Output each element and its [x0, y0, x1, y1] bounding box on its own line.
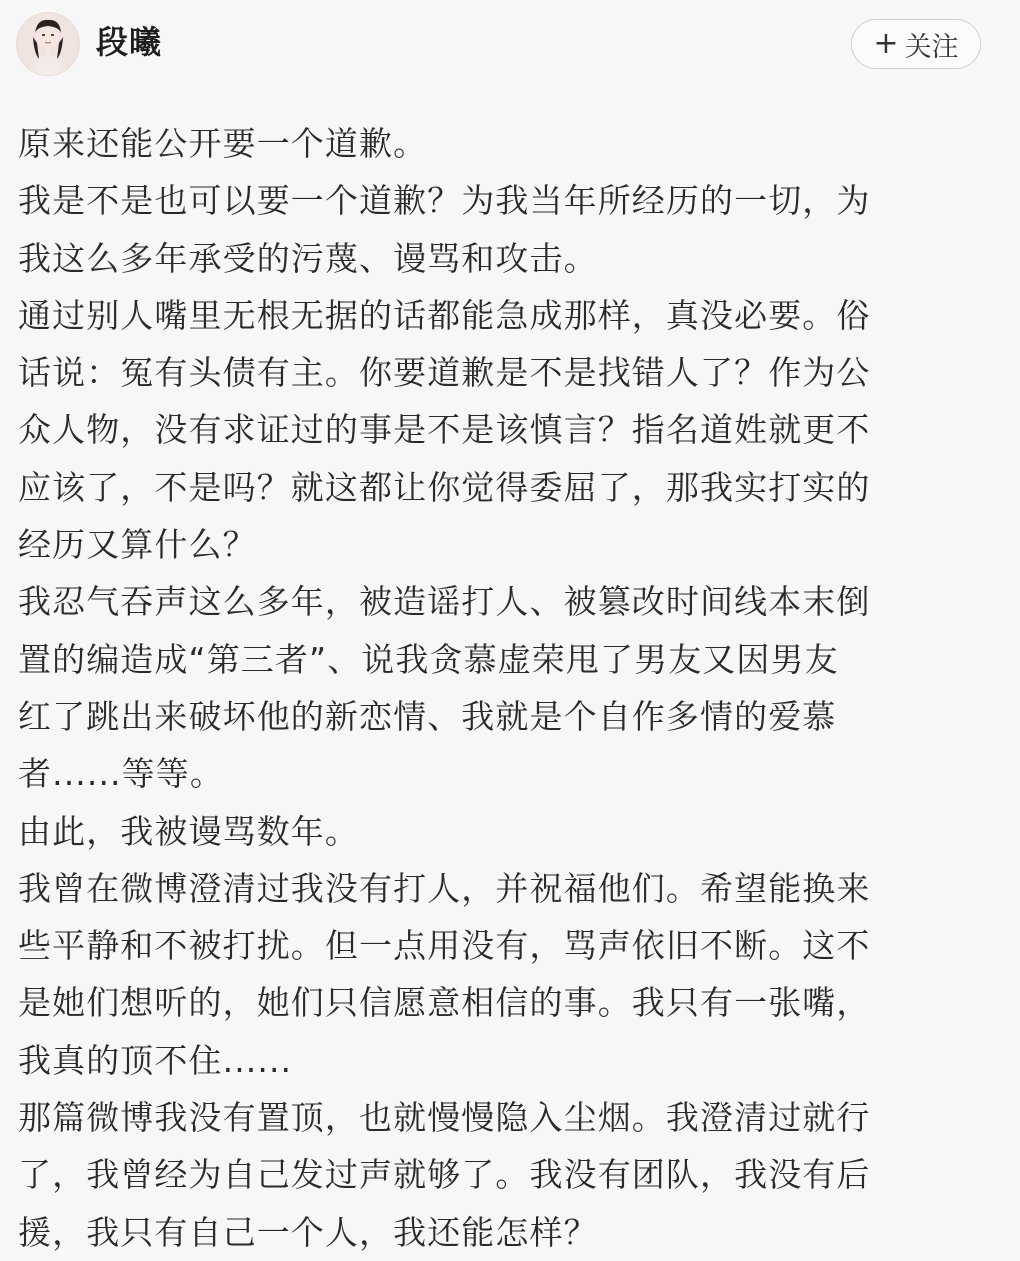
- username[interactable]: 段曦: [96, 23, 163, 61]
- post-header: [0, 0, 1020, 100]
- post-paragraph: 我忍气吞声这么多年，被造谣打人、被篡改时间线本末倒 置的编造成“第三者”、说我贪慕虚荣甩了男友又因男友 红了跳出来破坏他的新恋情、我就是个自作多情的爱慕 者......等等。: [18, 582, 871, 794]
- follow-label: 关注: [904, 31, 959, 63]
- post-paragraph: 由此，我被谩骂数年。: [18, 811, 359, 851]
- post-paragraph: 原来还能公开要一个道歉。: [18, 124, 428, 163]
- avatar[interactable]: [16, 12, 80, 76]
- post-paragraph: 我曾在微博澄清过我没有打人，并祝福他们。希望能换来 些平静和不被打扰。但一点用没有，骂声依旧不断。这不 是她们想听的，她们只信愿意相信的事。我只有一张嘴， 我真的顶不住......: [18, 868, 871, 1080]
- post-paragraph: 我是不是也可以要一个道歉？为我当年所经历的一切，为 我这么多年承受的污蔑、谩骂和攻击。: [18, 181, 871, 278]
- avatar-portrait-icon: [17, 13, 79, 75]
- follow-button[interactable]: [851, 19, 981, 69]
- plus-icon: +: [873, 26, 899, 61]
- post-body: [18, 115, 988, 1261]
- post-paragraph: 那篇微博我没有置顶，也就慢慢隐入尘烟。我澄清过就行 了，我曾经为自己发过声就够了。我没有团队，我没有后 援，我只有自己一个人，我还能怎样？: [18, 1098, 871, 1252]
- post-paragraph: 通过别人嘴里无根无据的话都能急成那样，真没必要。俗 话说：冤有头债有主。你要道歉是不是找错人了？作为公 众人物，没有求证过的事是不是该慎言？指名道姓就更不 应该了，不是吗？就这都让你觉得委屈了，那我实打实的 经历又算什么？: [18, 295, 871, 565]
